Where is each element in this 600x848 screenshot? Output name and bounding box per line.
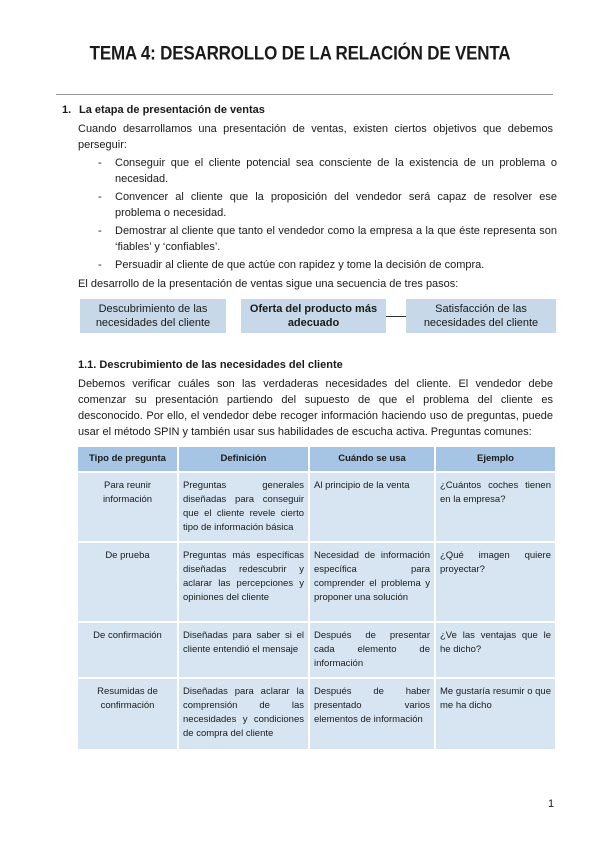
step-connector <box>386 316 406 317</box>
column-header: Cuándo se usa <box>309 447 435 472</box>
title-divider <box>56 94 553 95</box>
question-types-table <box>78 447 557 751</box>
sequence-intro: El desarrollo de la presentación de ventas sigue una secuencia de tres pasos: <box>78 278 459 290</box>
table-cell: Necesidad de información específica para comprender el problema y proponer una solución <box>309 542 435 622</box>
list-item: - Convencer al cliente que la proposición del vendedor será capaz de resolver ese problema o necesidad. <box>98 189 557 221</box>
table-cell: Para reunir información <box>78 472 178 542</box>
page-number: 1 <box>548 798 555 810</box>
table-cell: ¿Qué imagen quiere proyectar? <box>435 542 556 622</box>
table-row <box>78 542 556 622</box>
list-item: - Persuadir al cliente de que actúe con rapidez y tome la decisión de compra. <box>98 257 557 273</box>
table-cell: De prueba <box>78 542 178 622</box>
table-cell: De confirmación <box>78 622 178 678</box>
step-box-2: Oferta del producto más adecuado <box>241 299 386 333</box>
table-row <box>78 472 556 542</box>
table-cell: Al principio de la venta <box>309 472 435 542</box>
column-header: Ejemplo <box>435 447 556 472</box>
table-cell: ¿Cuántos coches tienen en la empresa? <box>435 472 556 542</box>
table-row <box>78 622 556 678</box>
subsection-heading: 1.1. Descrubimiento de las necesidades del cliente <box>78 359 343 371</box>
section-intro: Cuando desarrollamos una presentación de ventas, existen ciertos objetivos que debemos perseguir: <box>78 123 553 151</box>
table-cell: ¿Ve las ventajas que le he dicho? <box>435 622 556 678</box>
table-cell: Preguntas generales diseñadas para conseguir que el cliente revele cierto tipo de información básica <box>178 472 309 542</box>
table-cell: Diseñadas para aclarar la comprensión de las necesidades y condiciones de compra del cliente <box>178 678 309 750</box>
table-cell: Después de presentar cada elemento de información <box>309 622 435 678</box>
table-cell: Me gustaría resumir o que me ha dicho <box>435 678 556 750</box>
step-box-1: Descubrimiento de las necesidades del cliente <box>80 299 226 333</box>
table-row <box>78 678 556 750</box>
list-item: - Conseguir que el cliente potencial sea consciente de la existencia de un problema o necesidad. <box>98 155 557 187</box>
section-title: La etapa de presentación de ventas <box>79 104 265 116</box>
step-box-3: Satisfacción de las necesidades del cliente <box>406 299 556 333</box>
objectives-list <box>98 155 557 275</box>
column-header: Tipo de pregunta <box>78 447 178 472</box>
page-title: TEMA 4: DESARROLLO DE LA RELACIÓN DE VENTA <box>89 42 511 65</box>
subsection-paragraph: Debemos verificar cuáles son las verdaderas necesidades del cliente. El vendedor debe comenzar su presentación partiendo del supuesto de que el problema del cliente es desconocido. Por ello, el vendedor debe recoger información haciendo uso de preguntas, puede usar el método SPIN y también usar sus habilidades de escucha activa. Preguntas comunes: <box>78 378 553 438</box>
section-number: 1. <box>62 104 72 116</box>
table-cell: Preguntas más específicas diseñadas redescubrir y aclarar las percepciones y opiniones del cliente <box>178 542 309 622</box>
table-header-row <box>78 447 556 472</box>
table-cell: Resumidas de confirmación <box>78 678 178 750</box>
list-item: - Demostrar al cliente que tanto el vendedor como la empresa a la que éste representa son ‘fiables’ y ‘confiables’. <box>98 223 557 255</box>
section-heading <box>62 104 265 116</box>
column-header: Definición <box>178 447 309 472</box>
table-cell: Después de haber presentado varios elementos de información <box>309 678 435 750</box>
table-cell: Diseñadas para saber si el cliente entendió el mensaje <box>178 622 309 678</box>
